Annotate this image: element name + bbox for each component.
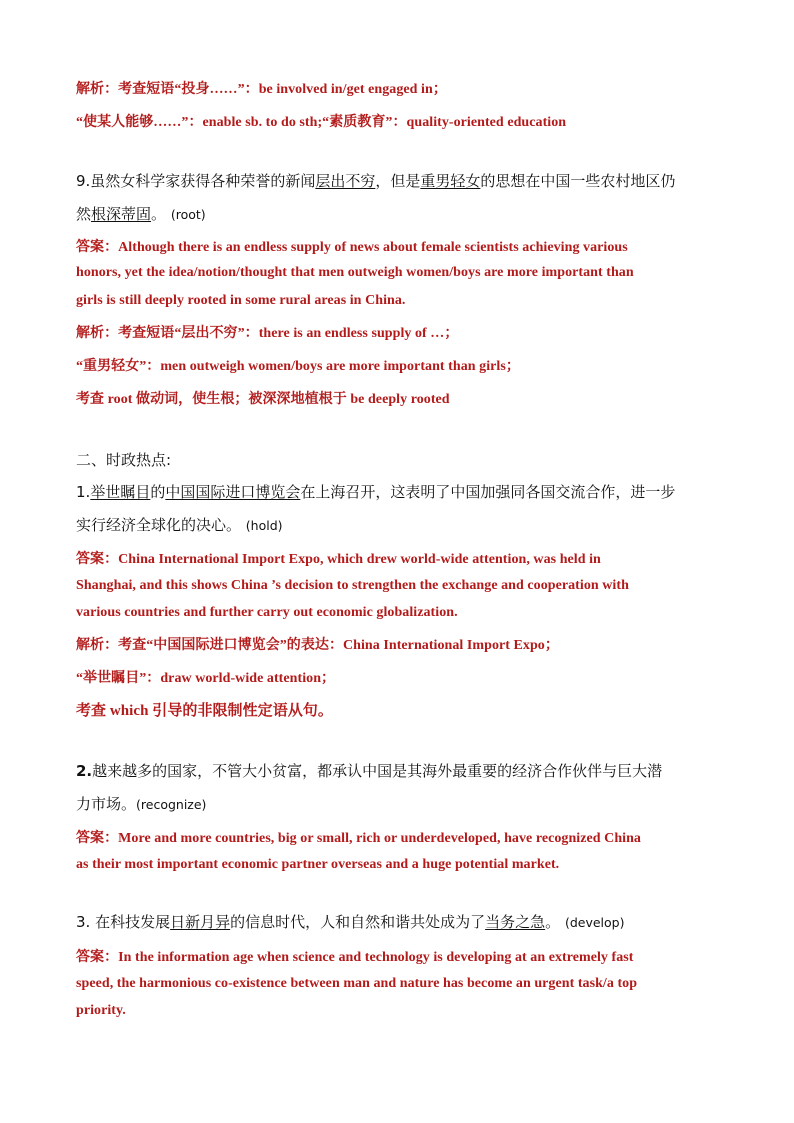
q1-text: 实行经济全球化的决心。 — [76, 516, 242, 534]
question-2-line1 — [76, 760, 726, 781]
analysis-line: 考查 root 做动词，使生根；被深深地植根于 be deeply rooted — [76, 392, 450, 407]
answer-line: honors, yet the idea/notion/thought that men outweigh women/boys are more important than — [76, 265, 634, 280]
analysis-line: 考查 which 引导的非限制性定语从句。 — [76, 703, 333, 719]
question-2-line2 — [76, 793, 726, 814]
q9-text: ，但是 — [375, 172, 421, 190]
q3-text: 。 — [545, 913, 561, 931]
answer-line: 答案：In the information age when science and technology is developing at an extremely fast — [76, 950, 634, 965]
analysis-line: “使某人能够……”：enable sb. to do sth;“素质教育”：quality-oriented education — [76, 115, 567, 130]
answer-line: various countries and further carry out economic globalization. — [76, 605, 458, 620]
answer-line: speed, the harmonious co-existence between man and nature has become an urgent task/a top — [76, 976, 638, 991]
q1-text: 的 — [150, 483, 166, 501]
q9-text: 的思想在中国一些农村地区仍 — [480, 172, 676, 190]
q3-text: 的信息时代，人和自然和谐共处成为了 — [230, 913, 486, 931]
analysis-line: 解析：考查短语“投身……”：be involved in/get engaged in； — [76, 82, 447, 97]
question-9-line2 — [76, 203, 726, 224]
q9-underlined-phrase: 重男轻女 — [420, 172, 481, 190]
q1-hint: (hold) — [245, 518, 283, 533]
q9-text: 然 — [76, 205, 92, 223]
q9-text: 。 — [151, 205, 167, 223]
question-1-line2 — [76, 514, 726, 535]
q1-text: 在上海召开，这表明了中国加强同各国交流合作，进一步 — [300, 483, 676, 501]
answer-line: 答案：China International Import Expo, which drew world-wide attention, was held in — [76, 552, 601, 567]
question-1-line1 — [76, 481, 726, 502]
analysis-line: “举世瞩目”：draw world-wide attention； — [76, 671, 336, 686]
answer-line: girls is still deeply rooted in some rural areas in China. — [76, 293, 406, 308]
q3-hint: (develop) — [564, 915, 625, 930]
q2-text: 力市场。 — [76, 795, 137, 813]
q9-text: 9.虽然女科学家获得各种荣誉的新闻 — [76, 172, 316, 190]
q3-underlined-phrase: 当务之急 — [485, 913, 546, 931]
answer-line: as their most important economic partner overseas and a huge potential market. — [76, 857, 560, 872]
question-9-line1 — [76, 170, 726, 191]
q9-hint: (root) — [170, 207, 206, 222]
q3-underlined-phrase: 日新月异 — [170, 913, 231, 931]
analysis-line: 解析：考查“中国国际进口博览会”的表达：China International Import Expo； — [76, 638, 559, 653]
q1-underlined-phrase: 举世瞩目 — [90, 483, 151, 501]
q1-text: 1. — [76, 483, 91, 501]
q1-underlined-phrase: 中国国际进口博览会 — [165, 483, 301, 501]
answer-line: 答案：Although there is an endless supply of news about female scientists achieving various — [76, 240, 628, 255]
section-heading: 二、时政热点: — [76, 451, 172, 469]
q2-number: 2. — [76, 762, 93, 780]
q9-underlined-phrase: 根深蒂固 — [91, 205, 152, 223]
analysis-line: 解析：考查短语“层出不穷”：there is an endless supply of …； — [76, 326, 459, 341]
analysis-line: “重男轻女”：men outweigh women/boys are more important than girls； — [76, 359, 520, 374]
q9-underlined-phrase: 层出不穷 — [315, 172, 376, 190]
q3-text: 3. 在科技发展 — [76, 913, 171, 931]
q2-hint: (recognize) — [136, 797, 207, 812]
answer-line: 答案：More and more countries, big or small, rich or underdeveloped, have recognized China — [76, 831, 641, 846]
answer-line: priority. — [76, 1003, 126, 1018]
q2-text: 越来越多的国家，不管大小贫富，都承认中国是其海外最重要的经济合作伙伴与巨大潜 — [92, 762, 663, 780]
question-3-line1 — [76, 911, 726, 932]
answer-line: Shanghai, and this shows China ’s decision to strengthen the exchange and cooperation with — [76, 578, 629, 593]
